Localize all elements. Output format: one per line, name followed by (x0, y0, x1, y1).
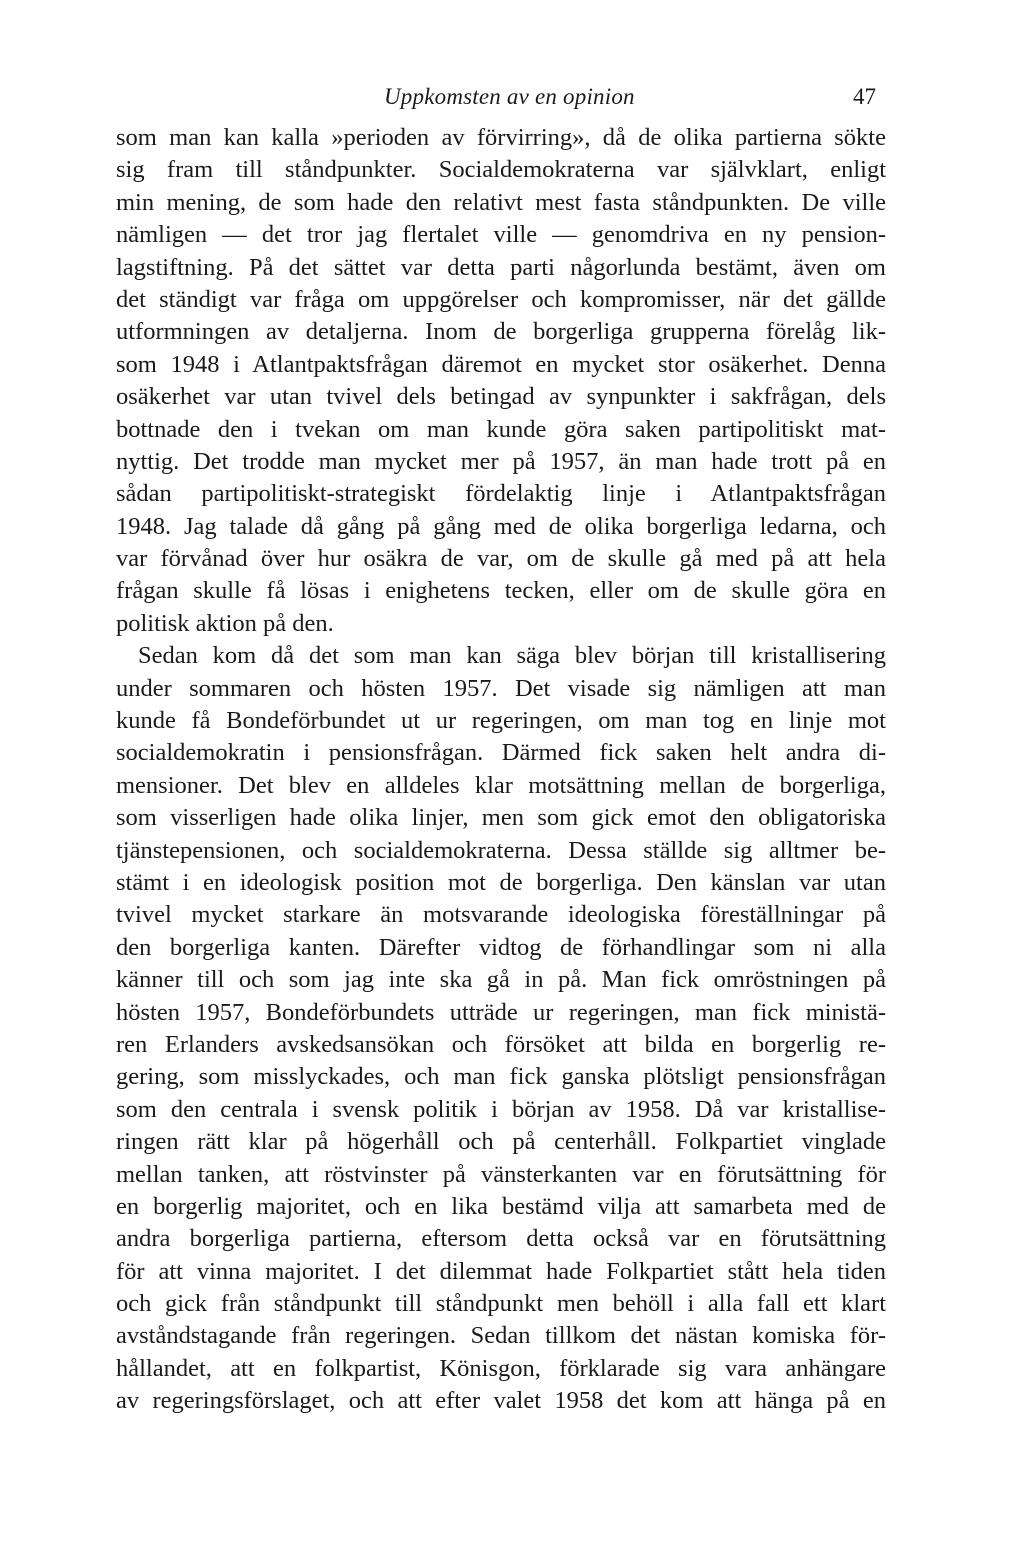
text-line: hösten 1957, Bondeförbundets utträde ur regeringen, man fick ministä- (116, 998, 886, 1026)
body-text (116, 122, 886, 1418)
text-line: och gick från ståndpunkt till ståndpunkt men behöll i alla fall ett klart (116, 1290, 886, 1318)
book-page (116, 78, 886, 1418)
text-line: som den centrala i svensk politik i början av 1958. Då var kristallise- (116, 1095, 886, 1123)
text-line: för att vinna majoritet. I det dilemmat hade Folkpartiet stått hela tiden (116, 1257, 886, 1285)
text-line: under sommaren och hösten 1957. Det visade sig nämligen att man (116, 674, 886, 702)
text-line: avståndstagande från regeringen. Sedan tillkom det nästan komiska för- (116, 1322, 886, 1350)
text-line: tvivel mycket starkare än motsvarande ideologiska föreställningar på (116, 901, 886, 929)
text-line: som 1948 i Atlantpaktsfrågan däremot en mycket stor osäkerhet. Denna (116, 350, 886, 378)
running-header (116, 78, 886, 118)
page-number: 47 (853, 84, 876, 109)
text-line: som man kan kalla »perioden av förvirring», då de olika partierna sökte (116, 124, 886, 151)
text-line: frågan skulle få lösas i enighetens tecken, eller om de skulle göra en (116, 577, 886, 605)
text-line: det ständigt var fråga om uppgörelser och kompromisser, när det gällde (116, 285, 886, 313)
text-line: sådan partipolitiskt-strategiskt fördelaktig linje i Atlantpaktsfrågan (116, 480, 886, 508)
text-line: som visserligen hade olika linjer, men som gick emot den obligatoriska (116, 804, 886, 832)
text-line: lagstiftning. På det sättet var detta parti någorlunda bestämt, även om (116, 253, 886, 281)
text-line: nyttig. Det trodde man mycket mer på 1957, än man hade trott på en (116, 447, 886, 475)
text-line: Sedan kom då det som man kan säga blev början till kristallisering (138, 642, 886, 670)
text-line: var förvånad över hur osäkra de var, om de skulle gå med på att hela (116, 545, 886, 573)
text-line: mensioner. Det blev en alldeles klar motsättning mellan de borgerliga, (116, 771, 886, 799)
running-title: Uppkomsten av en opinion (384, 84, 635, 109)
text-line: politisk aktion på den. (116, 609, 334, 637)
text-line: kunde få Bondeförbundet ut ur regeringen, om man tog en linje mot (116, 707, 886, 735)
text-line: sig fram till ståndpunkter. Socialdemokraterna var självklart, enligt (116, 156, 886, 184)
text-line: nämligen — det tror jag flertalet ville — genomdriva en ny pension- (116, 221, 886, 249)
text-line: mellan tanken, att röstvinster på vänsterkanten var en förutsättning för (116, 1160, 886, 1188)
text-line: gering, som misslyckades, och man fick ganska plötsligt pensionsfrågan (116, 1063, 886, 1091)
text-line: en borgerlig majoritet, och en lika bestämd vilja att samarbeta med de (116, 1192, 886, 1220)
text-line: ringen rätt klar på högerhåll och på centerhåll. Folkpartiet vinglade (116, 1128, 886, 1156)
text-line: känner till och som jag inte ska gå in på. Man fick omröstningen på (116, 966, 886, 994)
text-line: andra borgerliga partierna, eftersom detta också var en förutsättning (116, 1225, 886, 1253)
text-line: stämt i en ideologisk position mot de borgerliga. Den känslan var utan (116, 868, 886, 896)
text-line: den borgerliga kanten. Därefter vidtog de förhandlingar som ni alla (116, 933, 886, 961)
text-line: osäkerhet var utan tvivel dels betingad av synpunkter i sakfrågan, dels (116, 383, 886, 411)
text-line: utformningen av detaljerna. Inom de borgerliga grupperna förelåg lik- (116, 318, 886, 346)
text-line: 1948. Jag talade då gång på gång med de olika borgerliga ledarna, och (116, 512, 886, 540)
text-line: av regeringsförslaget, och att efter valet 1958 det kom att hänga på en (116, 1387, 886, 1415)
text-line: socialdemokratin i pensionsfrågan. Därmed fick saken helt andra di- (116, 739, 886, 767)
text-line: tjänstepensionen, och socialdemokraterna. Dessa ställde sig alltmer be- (116, 836, 886, 864)
text-line: bottnade den i tvekan om man kunde göra saken partipolitiskt mat- (116, 415, 886, 443)
text-line: ren Erlanders avskedsansökan och försöket att bilda en borgerlig re- (116, 1030, 886, 1058)
text-line: min mening, de som hade den relativt mest fasta ståndpunkten. De ville (116, 188, 886, 216)
text-line: hållandet, att en folkpartist, Könisgon, förklarade sig vara anhängare (116, 1354, 886, 1382)
